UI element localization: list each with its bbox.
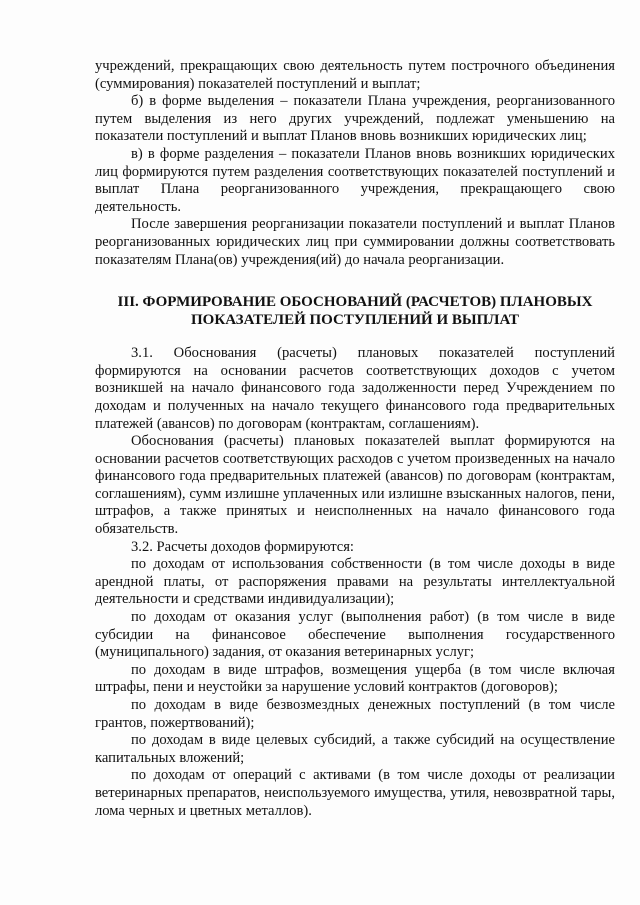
paragraph-continuation: учреждений, прекращающих свою деятельность путем построчного объединения (суммирования) показателей поступлений и выплат; <box>95 58 615 92</box>
list-item-services-income: по доходам от оказания услуг (выполнения работ) (в том числе в виде субсидии на финансовое обеспечение выполнения государственного (муниципального) задания, от оказания ветеринарных услуг; <box>95 609 615 661</box>
paragraph-payments-justification: Обоснования (расчеты) плановых показателей выплат формируются на основании расчетов соответствующих расходов с учетом произведенных на начало финансового года предварительных платежей (авансов) по договорам (контрактам, соглашениям), сумм излишне уплаченных или излишне взысканных налогов, пени, штрафов, а также принятых и неисполненных на начало финансового года обязательств. <box>95 433 615 538</box>
list-item-subsidies-income: по доходам в виде целевых субсидий, а также субсидий на осуществление капитальных вложений; <box>95 732 615 766</box>
list-item-gratuitous-income: по доходам в виде безвозмездных денежных поступлений (в том числе грантов, пожертвований); <box>95 697 615 731</box>
list-item-assets-income: по доходам от операций с активами (в том числе доходы от реализации ветеринарных препаратов, неиспользуемого имущества, утиля, невозвратной тары, лома черных и цветных металлов). <box>95 767 615 819</box>
document-body <box>95 58 615 820</box>
paragraph-3-2: 3.2. Расчеты доходов формируются: <box>131 538 354 555</box>
section-heading: III. ФОРМИРОВАНИЕ ОБОСНОВАНИЙ (РАСЧЕТОВ) ПЛАНОВЫХ ПОКАЗАТЕЛЕЙ ПОСТУПЛЕНИЙ И ВЫПЛАТ <box>117 294 593 329</box>
list-item-property-income: по доходам от использования собственности (в том числе доходы в виде арендной платы, от распоряжения правами на результаты интеллектуальной деятельности и средствами индивидуализации); <box>95 556 615 608</box>
paragraph-item-b: б) в форме выделения – показатели Плана учреждения, реорганизованного путем выделения из него других учреждений, подлежат уменьшению на показатели поступлений и выплат Планов вновь возникших юридических лиц; <box>95 93 615 145</box>
paragraph-after-reorganization: После завершения реорганизации показатели поступлений и выплат Планов реорганизованных юридических лиц при суммировании должны соответствовать показателям Плана(ов) учреждения(ий) до начала реорганизации. <box>95 216 615 268</box>
paragraph-item-v: в) в форме разделения – показатели Планов вновь возникших юридических лиц формируются путем разделения соответствующих показателей поступлений и выплат Плана реорганизованного учреждения, прекращающего свою деятельность. <box>95 145 615 215</box>
paragraph-3-1: 3.1. Обоснования (расчеты) плановых показателей поступлений формируются на основании расчетов соответствующих доходов с учетом возникшей на начало финансового года задолженности перед Учреждением по доходам и полученных на начало текущего финансового года предварительных платежей (авансов) по договорам (контрактам, соглашениям). <box>95 345 615 432</box>
list-item-fines-income: по доходам в виде штрафов, возмещения ущерба (в том числе включая штрафы, пени и неустойки за нарушение условий контрактов (договоров); <box>95 661 615 696</box>
